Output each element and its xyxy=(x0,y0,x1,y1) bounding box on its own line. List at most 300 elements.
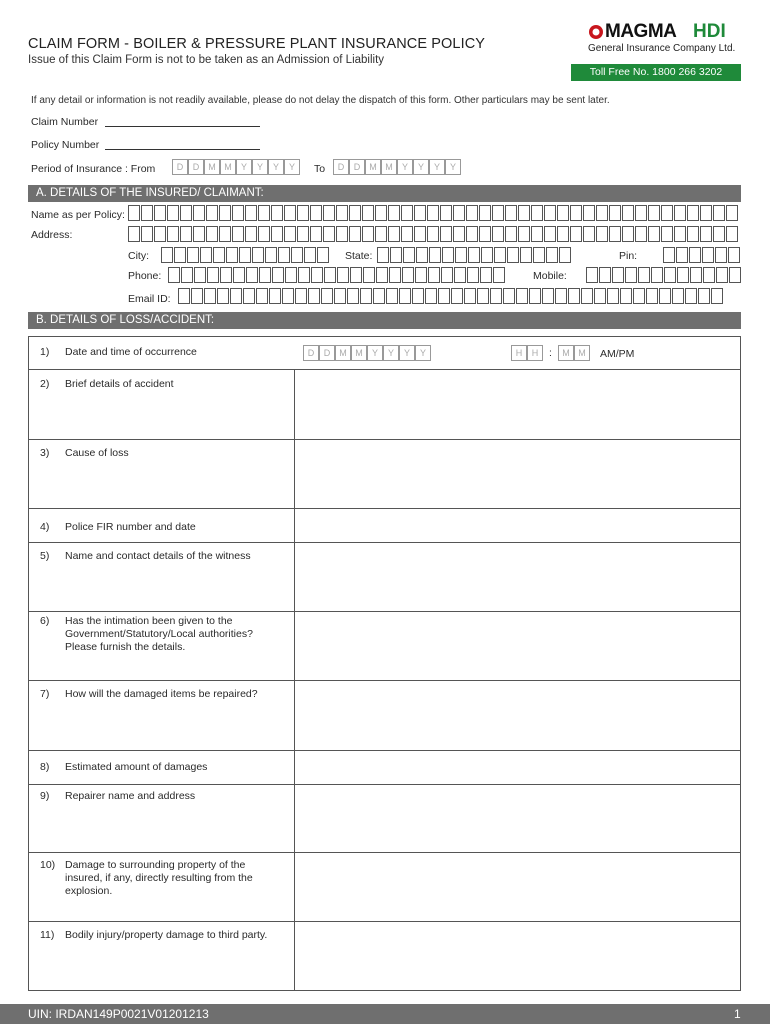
question-number: 2) xyxy=(40,378,50,390)
char-box[interactable] xyxy=(180,205,192,221)
date-cell: M xyxy=(351,345,367,361)
char-box[interactable] xyxy=(168,267,180,283)
char-box[interactable] xyxy=(480,267,492,283)
char-box[interactable] xyxy=(323,205,335,221)
char-box[interactable] xyxy=(716,267,728,283)
char-box[interactable] xyxy=(285,267,297,283)
date-cell: Y xyxy=(399,345,415,361)
question-number: 9) xyxy=(40,790,50,802)
char-box[interactable] xyxy=(451,288,463,304)
char-box[interactable] xyxy=(191,288,203,304)
char-box[interactable] xyxy=(167,226,179,242)
row-divider xyxy=(28,508,741,509)
row-divider xyxy=(28,784,741,785)
pin-boxes[interactable] xyxy=(663,247,741,263)
char-box[interactable] xyxy=(729,267,741,283)
state-boxes[interactable] xyxy=(377,247,572,263)
char-box[interactable] xyxy=(246,267,258,283)
question-text: Date and time of occurrence xyxy=(65,346,197,358)
char-box[interactable] xyxy=(622,226,634,242)
char-box[interactable] xyxy=(726,205,738,221)
char-box[interactable] xyxy=(659,288,671,304)
char-box[interactable] xyxy=(161,247,173,263)
char-box[interactable] xyxy=(620,288,632,304)
char-box[interactable] xyxy=(607,288,619,304)
char-box[interactable] xyxy=(559,247,571,263)
char-box[interactable] xyxy=(245,226,257,242)
char-box[interactable] xyxy=(336,226,348,242)
period-to-date[interactable] xyxy=(333,159,461,175)
char-box[interactable] xyxy=(232,205,244,221)
question-text: Has the intimation been given to the Government/Statutory/Local authorities? Please furnish the details. xyxy=(65,615,253,653)
char-box[interactable] xyxy=(544,226,556,242)
answer-area[interactable] xyxy=(296,752,740,783)
question-number: 3) xyxy=(40,447,50,459)
char-box[interactable] xyxy=(204,288,216,304)
question-number: 8) xyxy=(40,761,50,773)
char-box[interactable] xyxy=(388,205,400,221)
char-box[interactable] xyxy=(362,205,374,221)
char-box[interactable] xyxy=(317,247,329,263)
char-box[interactable] xyxy=(505,205,517,221)
char-box[interactable] xyxy=(295,288,307,304)
name-label: Name as per Policy: xyxy=(31,209,125,221)
answer-area[interactable] xyxy=(296,854,740,920)
char-box[interactable] xyxy=(440,226,452,242)
char-box[interactable] xyxy=(625,267,637,283)
char-box[interactable] xyxy=(638,267,650,283)
char-box[interactable] xyxy=(373,288,385,304)
char-box[interactable] xyxy=(298,267,310,283)
char-box[interactable] xyxy=(217,288,229,304)
char-box[interactable] xyxy=(481,247,493,263)
char-box[interactable] xyxy=(178,288,190,304)
char-box[interactable] xyxy=(635,205,647,221)
char-box[interactable] xyxy=(570,205,582,221)
date-cell: M xyxy=(220,159,236,175)
occurrence-date[interactable] xyxy=(303,345,431,361)
section-a-header: A. DETAILS OF THE INSURED/ CLAIMANT: xyxy=(28,185,741,202)
row-divider xyxy=(28,439,741,440)
row-divider xyxy=(28,680,741,681)
char-box[interactable] xyxy=(728,247,740,263)
char-box[interactable] xyxy=(529,288,541,304)
char-box[interactable] xyxy=(674,226,686,242)
char-box[interactable] xyxy=(520,247,532,263)
char-box[interactable] xyxy=(304,247,316,263)
date-cell: Y xyxy=(429,159,445,175)
question-number: 7) xyxy=(40,688,50,700)
char-box[interactable] xyxy=(661,226,673,242)
row-divider xyxy=(28,369,741,370)
char-box[interactable] xyxy=(453,226,465,242)
claim-number-label: Claim Number xyxy=(31,116,99,128)
char-box[interactable] xyxy=(440,205,452,221)
answer-area[interactable] xyxy=(296,544,740,610)
char-box[interactable] xyxy=(193,226,205,242)
char-box[interactable] xyxy=(711,288,723,304)
char-box[interactable] xyxy=(321,288,333,304)
occurrence-minute[interactable] xyxy=(558,345,590,361)
char-box[interactable] xyxy=(233,267,245,283)
ampm-label: AM/PM xyxy=(600,348,635,360)
char-box[interactable] xyxy=(415,267,427,283)
question-text: Damage to surrounding property of the insured, if any, directly resulting from the explosion. xyxy=(65,859,253,897)
char-box[interactable] xyxy=(492,226,504,242)
char-box[interactable] xyxy=(427,226,439,242)
char-box[interactable] xyxy=(141,205,153,221)
char-box[interactable] xyxy=(230,288,242,304)
char-box[interactable] xyxy=(622,205,634,221)
char-box[interactable] xyxy=(664,267,676,283)
date-cell: D xyxy=(349,159,365,175)
char-box[interactable] xyxy=(442,247,454,263)
char-box[interactable] xyxy=(213,247,225,263)
char-box[interactable] xyxy=(389,267,401,283)
brand-name-magma: MAGMA xyxy=(605,21,677,42)
uin-code: UIN: IRDAN149P0021V01201213 xyxy=(28,1007,209,1021)
char-box[interactable] xyxy=(596,226,608,242)
question-text: Brief details of accident xyxy=(65,378,174,390)
char-box[interactable] xyxy=(441,267,453,283)
date-cell: D xyxy=(333,159,349,175)
char-box[interactable] xyxy=(516,288,528,304)
char-box[interactable] xyxy=(258,226,270,242)
char-box[interactable] xyxy=(467,267,479,283)
char-box[interactable] xyxy=(568,288,580,304)
char-box[interactable] xyxy=(245,205,257,221)
char-box[interactable] xyxy=(226,247,238,263)
char-box[interactable] xyxy=(633,288,645,304)
char-box[interactable] xyxy=(596,205,608,221)
char-box[interactable] xyxy=(282,288,294,304)
claim-number-line[interactable] xyxy=(105,126,260,127)
company-name: General Insurance Company Ltd. xyxy=(588,43,736,54)
char-box[interactable] xyxy=(687,226,699,242)
char-box[interactable] xyxy=(363,267,375,283)
char-box[interactable] xyxy=(414,226,426,242)
char-box[interactable] xyxy=(337,267,349,283)
char-box[interactable] xyxy=(390,247,402,263)
char-box[interactable] xyxy=(676,247,688,263)
char-box[interactable] xyxy=(362,226,374,242)
char-box[interactable] xyxy=(310,226,322,242)
question-number: 10) xyxy=(40,859,56,871)
char-box[interactable] xyxy=(715,247,727,263)
char-box[interactable] xyxy=(291,247,303,263)
char-box[interactable] xyxy=(700,205,712,221)
char-box[interactable] xyxy=(646,288,658,304)
answer-area[interactable] xyxy=(296,510,740,541)
char-box[interactable] xyxy=(310,205,322,221)
char-box[interactable] xyxy=(518,226,530,242)
char-box[interactable] xyxy=(403,247,415,263)
char-box[interactable] xyxy=(713,226,725,242)
row-divider xyxy=(28,611,741,612)
char-box[interactable] xyxy=(416,247,428,263)
city-label: City: xyxy=(128,250,149,262)
char-box[interactable] xyxy=(324,267,336,283)
char-box[interactable] xyxy=(258,205,270,221)
char-box[interactable] xyxy=(128,226,140,242)
char-box[interactable] xyxy=(401,226,413,242)
char-box[interactable] xyxy=(698,288,710,304)
date-cell: M xyxy=(335,345,351,361)
toll-free-badge: Toll Free No. 1800 266 3202 xyxy=(571,64,741,81)
row-divider xyxy=(28,750,741,751)
char-box[interactable] xyxy=(503,288,515,304)
question-number: 11) xyxy=(40,929,55,941)
char-box[interactable] xyxy=(494,247,506,263)
char-box[interactable] xyxy=(685,288,697,304)
char-box[interactable] xyxy=(648,205,660,221)
answer-area[interactable] xyxy=(296,923,740,990)
char-box[interactable] xyxy=(557,226,569,242)
char-box[interactable] xyxy=(674,205,686,221)
date-cell: Y xyxy=(445,159,461,175)
char-box[interactable] xyxy=(466,226,478,242)
period-label: Period of Insurance : From xyxy=(31,163,156,175)
question-text: Police FIR number and date xyxy=(65,521,196,533)
char-box[interactable] xyxy=(453,205,465,221)
char-box[interactable] xyxy=(479,205,491,221)
address-boxes[interactable] xyxy=(128,226,739,242)
char-box[interactable] xyxy=(360,288,372,304)
char-box[interactable] xyxy=(311,267,323,283)
char-box[interactable] xyxy=(402,267,414,283)
date-cell: Y xyxy=(284,159,300,175)
char-box[interactable] xyxy=(505,226,517,242)
char-box[interactable] xyxy=(531,205,543,221)
char-box[interactable] xyxy=(349,205,361,221)
answer-area[interactable] xyxy=(296,786,740,851)
char-box[interactable] xyxy=(713,205,725,221)
char-box[interactable] xyxy=(546,247,558,263)
city-boxes[interactable] xyxy=(161,247,330,263)
char-box[interactable] xyxy=(219,205,231,221)
char-box[interactable] xyxy=(663,247,675,263)
char-box[interactable] xyxy=(399,288,411,304)
char-box[interactable] xyxy=(700,226,712,242)
char-box[interactable] xyxy=(180,226,192,242)
char-box[interactable] xyxy=(689,247,701,263)
char-box[interactable] xyxy=(542,288,554,304)
answer-area[interactable] xyxy=(296,613,740,679)
char-box[interactable] xyxy=(239,247,251,263)
char-box[interactable] xyxy=(438,288,450,304)
char-box[interactable] xyxy=(454,267,466,283)
char-box[interactable] xyxy=(651,267,663,283)
char-box[interactable] xyxy=(677,267,689,283)
char-box[interactable] xyxy=(154,226,166,242)
char-box[interactable] xyxy=(533,247,545,263)
form-subtitle: Issue of this Claim Form is not to be taken as an Admission of Liability xyxy=(28,54,385,66)
char-box[interactable] xyxy=(232,226,244,242)
char-box[interactable] xyxy=(388,226,400,242)
date-cell: Y xyxy=(415,345,431,361)
char-box[interactable] xyxy=(206,226,218,242)
brand-name-hdi: HDI xyxy=(693,21,726,42)
char-box[interactable] xyxy=(259,267,271,283)
period-from-date[interactable] xyxy=(172,159,300,175)
char-box[interactable] xyxy=(167,205,179,221)
char-box[interactable] xyxy=(583,205,595,221)
policy-number-line[interactable] xyxy=(105,149,260,150)
row-divider xyxy=(28,852,741,853)
form-title: CLAIM FORM - BOILER & PRESSURE PLANT INSURANCE POLICY xyxy=(28,36,486,52)
date-cell: M xyxy=(365,159,381,175)
char-box[interactable] xyxy=(271,226,283,242)
email-boxes[interactable] xyxy=(178,288,724,304)
char-box[interactable] xyxy=(672,288,684,304)
mobile-boxes[interactable] xyxy=(586,267,742,283)
phone-boxes[interactable] xyxy=(168,267,506,283)
char-box[interactable] xyxy=(401,205,413,221)
char-box[interactable] xyxy=(687,205,699,221)
char-box[interactable] xyxy=(479,226,491,242)
char-box[interactable] xyxy=(492,205,504,221)
char-box[interactable] xyxy=(219,226,231,242)
time-colon: : xyxy=(549,347,552,359)
char-box[interactable] xyxy=(243,288,255,304)
char-box[interactable] xyxy=(609,205,621,221)
pin-label: Pin: xyxy=(619,250,638,262)
char-box[interactable] xyxy=(428,267,440,283)
char-box[interactable] xyxy=(609,226,621,242)
char-box[interactable] xyxy=(141,226,153,242)
occurrence-hour[interactable] xyxy=(511,345,543,361)
char-box[interactable] xyxy=(583,226,595,242)
answer-area[interactable] xyxy=(296,371,740,438)
char-box[interactable] xyxy=(427,205,439,221)
char-box[interactable] xyxy=(507,247,519,263)
char-box[interactable] xyxy=(269,288,281,304)
period-to-label: To xyxy=(314,163,326,175)
char-box[interactable] xyxy=(297,205,309,221)
char-box[interactable] xyxy=(648,226,660,242)
char-box[interactable] xyxy=(468,247,480,263)
char-box[interactable] xyxy=(414,205,426,221)
char-box[interactable] xyxy=(726,226,738,242)
char-box[interactable] xyxy=(555,288,567,304)
question-number: 1) xyxy=(40,346,50,358)
char-box[interactable] xyxy=(570,226,582,242)
char-box[interactable] xyxy=(284,226,296,242)
char-box[interactable] xyxy=(690,267,702,283)
char-box[interactable] xyxy=(661,205,673,221)
phone-label: Phone: xyxy=(128,270,162,282)
char-box[interactable] xyxy=(490,288,502,304)
char-box[interactable] xyxy=(181,267,193,283)
address-label: Address: xyxy=(31,229,73,241)
question-number: 4) xyxy=(40,521,50,533)
question-text: Cause of loss xyxy=(65,447,129,459)
char-box[interactable] xyxy=(594,288,606,304)
char-box[interactable] xyxy=(635,226,647,242)
char-box[interactable] xyxy=(271,205,283,221)
char-box[interactable] xyxy=(493,267,505,283)
char-box[interactable] xyxy=(581,288,593,304)
char-box[interactable] xyxy=(284,205,296,221)
time-cell: H xyxy=(527,345,543,361)
char-box[interactable] xyxy=(464,288,476,304)
char-box[interactable] xyxy=(128,205,140,221)
answer-area[interactable] xyxy=(296,682,740,749)
date-cell: D xyxy=(172,159,188,175)
char-box[interactable] xyxy=(265,247,277,263)
char-box[interactable] xyxy=(220,267,232,283)
date-cell: D xyxy=(188,159,204,175)
char-box[interactable] xyxy=(207,267,219,283)
time-cell: M xyxy=(574,345,590,361)
char-box[interactable] xyxy=(466,205,478,221)
char-box[interactable] xyxy=(206,205,218,221)
char-box[interactable] xyxy=(187,247,199,263)
char-box[interactable] xyxy=(376,267,388,283)
question-text: How will the damaged items be repaired? xyxy=(65,688,258,700)
char-box[interactable] xyxy=(412,288,424,304)
char-box[interactable] xyxy=(518,205,530,221)
question-text: Estimated amount of damages xyxy=(65,761,208,773)
date-cell: Y xyxy=(383,345,399,361)
date-cell: Y xyxy=(413,159,429,175)
char-box[interactable] xyxy=(323,226,335,242)
char-box[interactable] xyxy=(336,205,348,221)
char-box[interactable] xyxy=(334,288,346,304)
char-box[interactable] xyxy=(349,226,361,242)
char-box[interactable] xyxy=(702,247,714,263)
char-box[interactable] xyxy=(154,205,166,221)
char-box[interactable] xyxy=(375,205,387,221)
char-box[interactable] xyxy=(429,247,441,263)
char-box[interactable] xyxy=(531,226,543,242)
char-box[interactable] xyxy=(194,267,206,283)
brand-logo xyxy=(588,22,743,58)
char-box[interactable] xyxy=(350,267,362,283)
answer-area[interactable] xyxy=(296,441,740,507)
char-box[interactable] xyxy=(455,247,467,263)
char-box[interactable] xyxy=(174,247,186,263)
char-box[interactable] xyxy=(557,205,569,221)
char-box[interactable] xyxy=(477,288,489,304)
char-box[interactable] xyxy=(544,205,556,221)
char-box[interactable] xyxy=(272,267,284,283)
char-box[interactable] xyxy=(612,267,624,283)
question-text: Bodily injury/property damage to third party. xyxy=(65,929,268,941)
name-boxes[interactable] xyxy=(128,205,739,221)
char-box[interactable] xyxy=(599,267,611,283)
char-box[interactable] xyxy=(256,288,268,304)
char-box[interactable] xyxy=(200,247,212,263)
char-box[interactable] xyxy=(252,247,264,263)
char-box[interactable] xyxy=(386,288,398,304)
row-divider xyxy=(28,921,741,922)
date-cell: M xyxy=(204,159,220,175)
char-box[interactable] xyxy=(193,205,205,221)
char-box[interactable] xyxy=(375,226,387,242)
char-box[interactable] xyxy=(703,267,715,283)
char-box[interactable] xyxy=(308,288,320,304)
char-box[interactable] xyxy=(377,247,389,263)
char-box[interactable] xyxy=(278,247,290,263)
char-box[interactable] xyxy=(347,288,359,304)
char-box[interactable] xyxy=(425,288,437,304)
char-box[interactable] xyxy=(297,226,309,242)
mobile-label: Mobile: xyxy=(533,270,567,282)
date-cell: Y xyxy=(268,159,284,175)
date-cell: Y xyxy=(236,159,252,175)
char-box[interactable] xyxy=(586,267,598,283)
